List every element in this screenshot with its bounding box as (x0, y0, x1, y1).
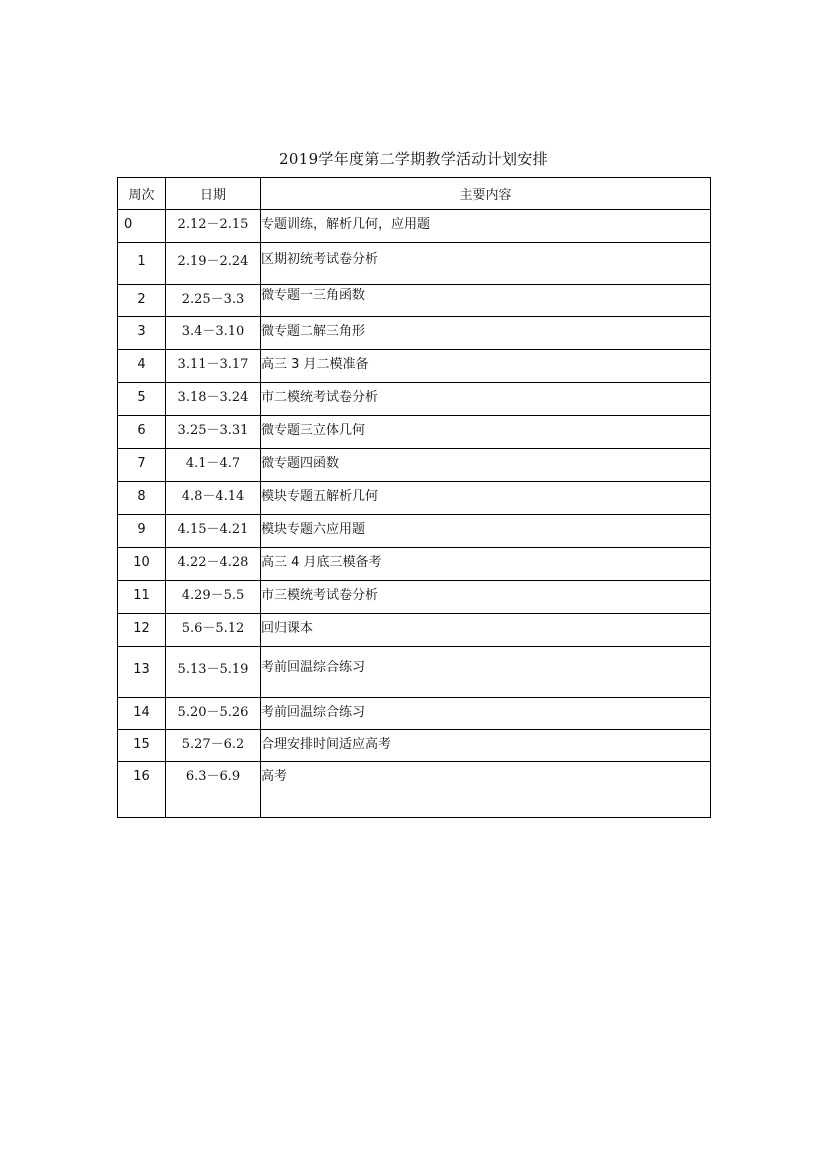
date-range: 2.25－3.3 (181, 292, 245, 307)
week-cell (118, 762, 166, 818)
week-cell (118, 317, 166, 350)
date-range: 5.6－5.12 (181, 621, 245, 636)
week-number: 9 (137, 522, 146, 537)
content-text: 微专题四函数 (261, 456, 340, 471)
content-text: 高三 4 月底三模备考 (261, 555, 382, 570)
table-row (118, 482, 711, 515)
week-number: 0 (124, 217, 133, 232)
date-cell (166, 762, 261, 818)
table-row (118, 730, 711, 762)
content-cell (261, 210, 711, 243)
week-cell (118, 416, 166, 449)
content-cell (261, 449, 711, 482)
date-cell (166, 698, 261, 730)
week-cell (118, 698, 166, 730)
date-range: 5.13－5.19 (177, 662, 249, 677)
week-number: 13 (133, 662, 150, 677)
week-cell (118, 449, 166, 482)
week-cell (118, 581, 166, 614)
content-text: 回归课本 (261, 621, 314, 636)
table-row (118, 515, 711, 548)
content-cell (261, 317, 711, 350)
date-cell (166, 383, 261, 416)
table-row (118, 762, 711, 818)
date-cell (166, 350, 261, 383)
content-cell (261, 548, 711, 581)
week-number: 11 (133, 588, 150, 603)
content-text: 模块专题五解析几何 (261, 489, 379, 504)
table-row (118, 581, 711, 614)
table-row (118, 416, 711, 449)
table-row (118, 449, 711, 482)
week-number: 8 (137, 489, 146, 504)
week-cell (118, 647, 166, 698)
date-cell (166, 416, 261, 449)
header-week: 周次 (118, 178, 166, 210)
content-text: 市二模统考试卷分析 (261, 390, 379, 405)
table-row (118, 285, 711, 317)
week-number: 4 (137, 357, 146, 372)
date-cell (166, 515, 261, 548)
date-cell (166, 548, 261, 581)
table-row (118, 548, 711, 581)
date-range: 4.22－4.28 (177, 555, 249, 570)
date-range: 5.20－5.26 (177, 705, 249, 720)
header-content: 主要内容 (261, 178, 711, 210)
date-range: 4.8－4.14 (181, 489, 245, 504)
date-range: 4.29－5.5 (181, 588, 245, 603)
week-number: 7 (137, 456, 146, 471)
week-cell (118, 383, 166, 416)
content-cell (261, 243, 711, 285)
week-cell (118, 285, 166, 317)
date-range: 2.19－2.24 (177, 254, 249, 269)
date-cell (166, 647, 261, 698)
date-cell (166, 482, 261, 515)
date-cell (166, 581, 261, 614)
content-cell (261, 581, 711, 614)
content-text: 合理安排时间适应高考 (261, 737, 392, 752)
week-cell (118, 614, 166, 647)
table-row (118, 210, 711, 243)
date-cell (166, 243, 261, 285)
week-number: 16 (133, 769, 150, 784)
date-range: 2.12－2.15 (177, 217, 249, 232)
week-number: 2 (137, 292, 146, 307)
content-cell (261, 698, 711, 730)
week-number: 12 (133, 621, 150, 636)
header-date: 日期 (166, 178, 261, 210)
content-cell (261, 383, 711, 416)
week-number: 1 (137, 254, 146, 269)
content-cell (261, 730, 711, 762)
date-range: 4.1－4.7 (185, 456, 241, 471)
document-title: 2019学年度第二学期教学活动计划安排 (279, 150, 548, 168)
week-cell (118, 515, 166, 548)
week-cell (118, 482, 166, 515)
date-range: 3.4－3.10 (181, 324, 245, 339)
table-row (118, 317, 711, 350)
date-range: 4.15－4.21 (177, 522, 249, 537)
table-row (118, 647, 711, 698)
week-number: 6 (137, 423, 146, 438)
date-range: 3.25－3.31 (177, 423, 249, 438)
table-row (118, 698, 711, 730)
content-text: 区期初统考试卷分析 (261, 252, 379, 267)
week-cell (118, 730, 166, 762)
content-cell (261, 515, 711, 548)
table-row (118, 350, 711, 383)
week-number: 5 (137, 390, 146, 405)
date-range: 3.18－3.24 (177, 390, 249, 405)
date-range: 6.3－6.9 (185, 769, 241, 784)
week-number: 3 (137, 324, 146, 339)
content-cell (261, 482, 711, 515)
week-number: 15 (133, 737, 150, 752)
content-text: 考前回温综合练习 (261, 705, 366, 720)
week-cell (118, 243, 166, 285)
date-cell (166, 449, 261, 482)
date-cell (166, 285, 261, 317)
content-cell (261, 285, 711, 317)
date-range: 3.11－3.17 (177, 357, 249, 372)
content-text: 高三 3 月二模准备 (261, 357, 369, 372)
content-text: 考前回温综合练习 (261, 660, 366, 675)
table-row (118, 243, 711, 285)
date-cell (166, 210, 261, 243)
date-range: 5.27－6.2 (181, 737, 245, 752)
date-cell (166, 317, 261, 350)
content-cell (261, 350, 711, 383)
content-text: 专题训练，解析几何，应用题 (261, 217, 431, 232)
table-row (118, 383, 711, 416)
content-cell (261, 647, 711, 698)
table-header-row (118, 178, 711, 210)
content-text: 微专题二解三角形 (261, 324, 366, 339)
date-cell (166, 614, 261, 647)
table-row (118, 614, 711, 647)
content-cell (261, 416, 711, 449)
content-text: 高考 (261, 769, 288, 784)
week-number: 10 (133, 555, 150, 570)
content-cell (261, 614, 711, 647)
schedule-table (117, 177, 711, 818)
week-cell (118, 548, 166, 581)
content-text: 微专题一三角函数 (261, 288, 366, 303)
week-cell (118, 210, 166, 243)
week-cell (118, 350, 166, 383)
date-cell (166, 730, 261, 762)
week-number: 14 (133, 705, 150, 720)
content-text: 微专题三立体几何 (261, 423, 366, 438)
content-text: 模块专题六应用题 (261, 522, 366, 537)
content-cell (261, 762, 711, 818)
content-text: 市三模统考试卷分析 (261, 588, 379, 603)
